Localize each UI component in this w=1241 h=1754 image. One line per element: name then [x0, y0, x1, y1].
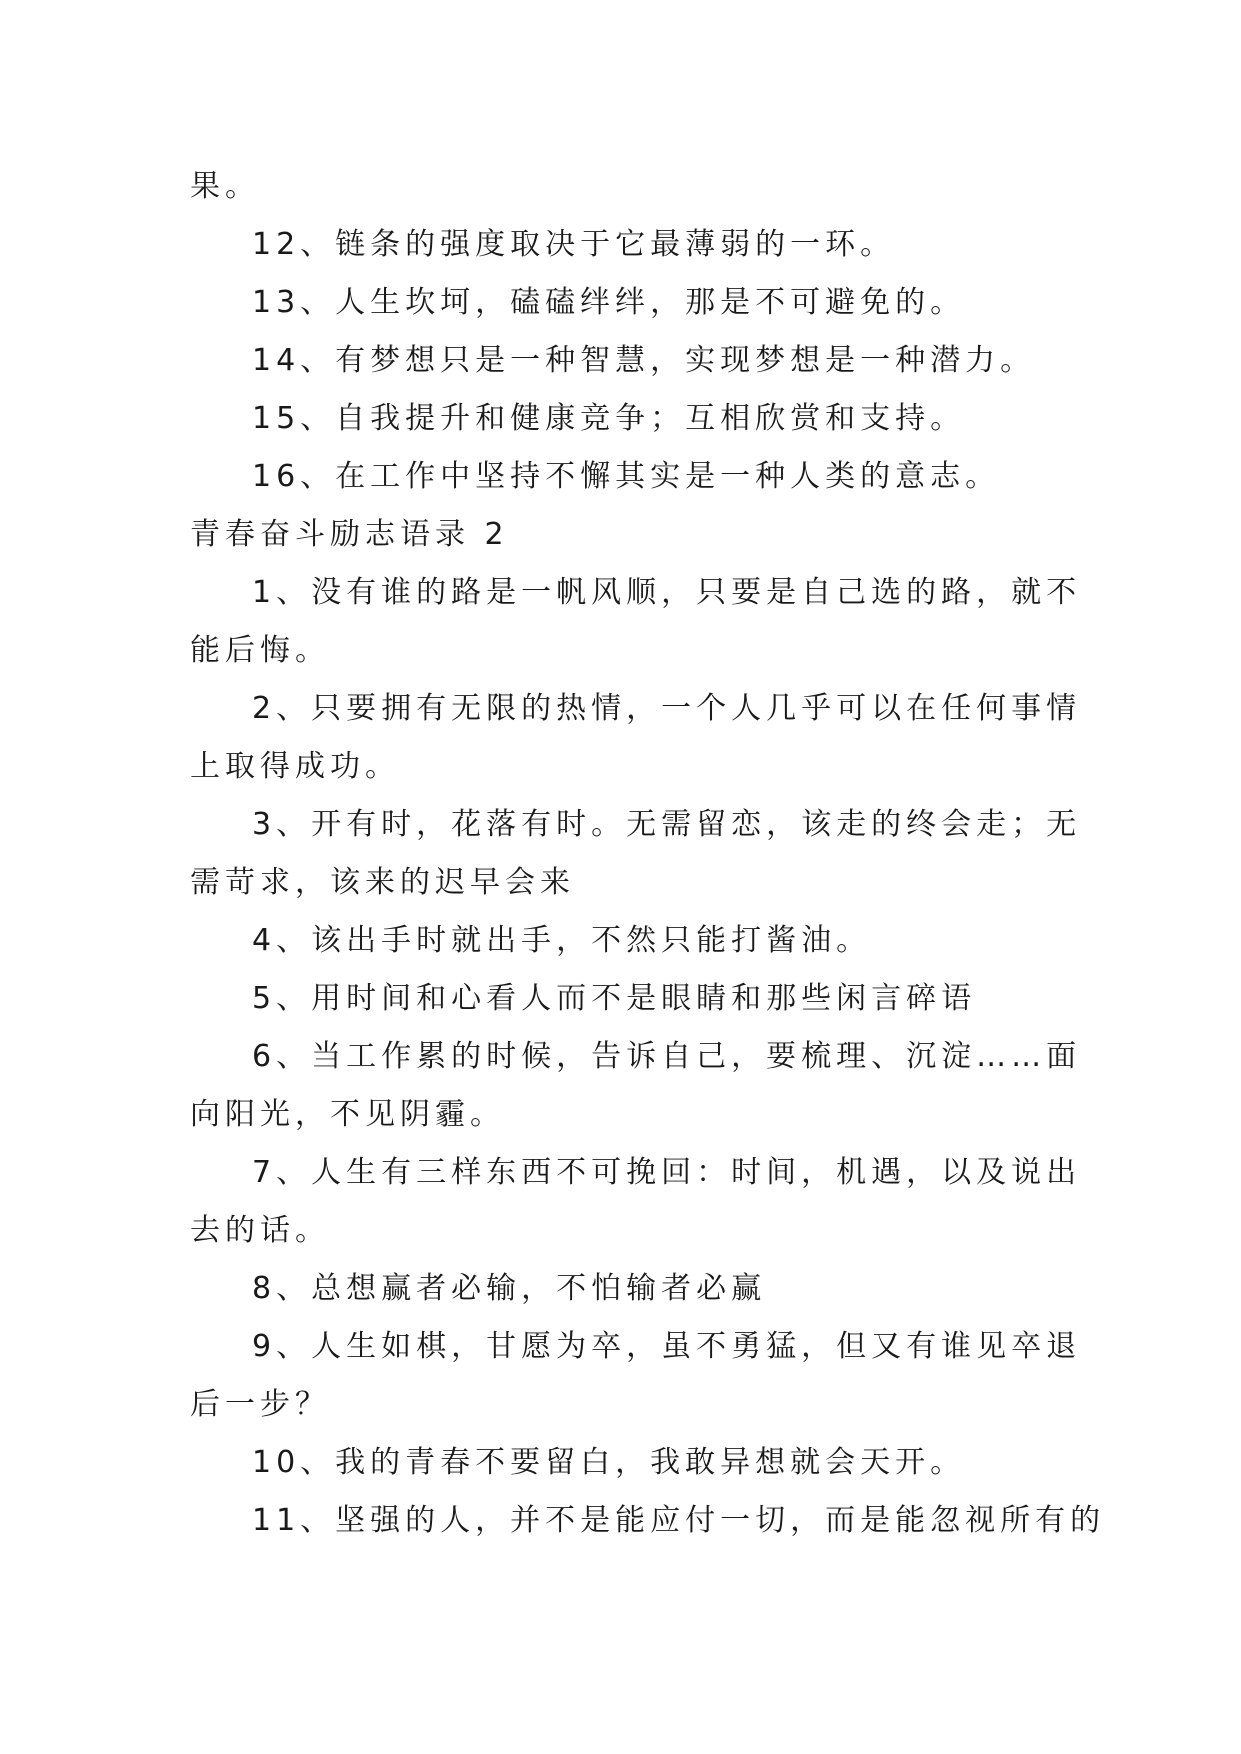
list-item: 6、当工作累的时候，告诉自己，要梳理、沉淀……面 [252, 1039, 1082, 1074]
list-item: 2、只要拥有无限的热情，一个人几乎可以在任何事情 [252, 691, 1082, 726]
list-item-continuation: 需苛求，该来的迟早会来 [190, 865, 575, 900]
list-item-continuation: 去的话。 [190, 1213, 330, 1248]
list-item-continuation: 能后悔。 [190, 633, 330, 668]
paragraph-continuation: 果。 [190, 169, 260, 204]
list-item: 9、人生如棋，甘愿为卒，虽不勇猛，但又有谁见卒退 [252, 1329, 1082, 1364]
list-item-continuation: 后一步？ [190, 1387, 330, 1422]
list-item: 12、链条的强度取决于它最薄弱的一环。 [252, 227, 896, 262]
list-item-continuation: 上取得成功。 [190, 749, 400, 784]
list-item: 8、总想赢者必输，不怕输者必赢 [252, 1271, 767, 1306]
list-item: 16、在工作中坚持不懈其实是一种人类的意志。 [252, 459, 1001, 494]
list-item: 11、坚强的人，并不是能应付一切，而是能忽视所有的 [252, 1503, 1106, 1538]
list-item: 4、该出手时就出手，不然只能打酱油。 [252, 923, 872, 958]
list-item: 1、没有谁的路是一帆风顺，只要是自己选的路，就不 [252, 575, 1082, 610]
list-item-continuation: 向阳光，不见阴霾。 [190, 1097, 505, 1132]
list-item: 3、开有时，花落有时。无需留恋，该走的终会走；无 [252, 807, 1082, 842]
list-item: 15、自我提升和健康竞争；互相欣赏和支持。 [252, 401, 966, 436]
list-item: 14、有梦想只是一种智慧，实现梦想是一种潜力。 [252, 343, 1036, 378]
list-item: 13、人生坎坷，磕磕绊绊，那是不可避免的。 [252, 285, 966, 320]
list-item: 10、我的青春不要留白，我敢异想就会天开。 [252, 1445, 966, 1480]
document-body [190, 158, 1106, 1550]
section-title: 青春奋斗励志语录 2 [190, 517, 509, 552]
list-item: 7、人生有三样东西不可挽回：时间，机遇，以及说出 [252, 1155, 1082, 1190]
list-item: 5、用时间和心看人而不是眼睛和那些闲言碎语 [252, 981, 977, 1016]
